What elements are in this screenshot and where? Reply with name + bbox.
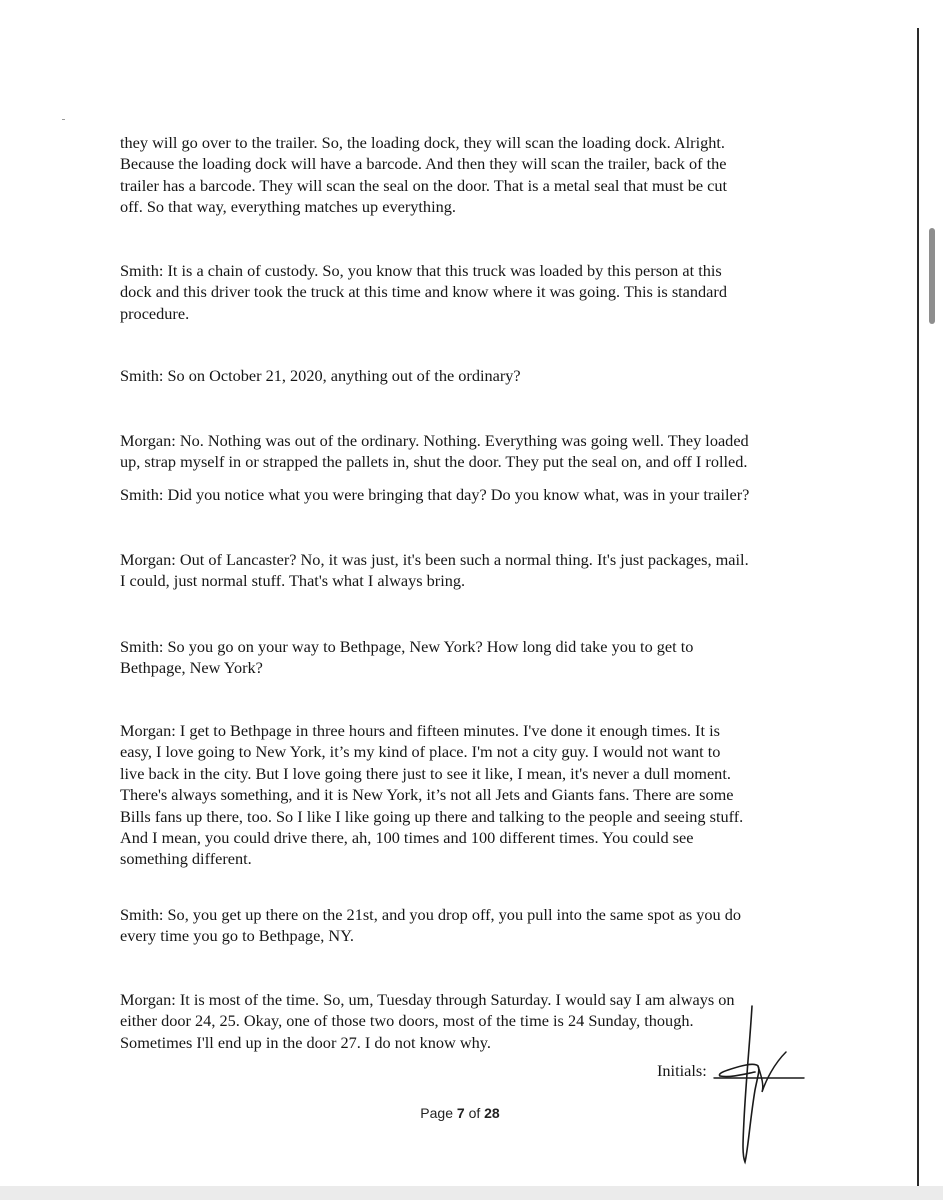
handwritten-signature [700,1000,820,1170]
of-word: of [468,1105,481,1121]
transcript-paragraph-8: Morgan: I get to Bethpage in three hours and fifteen minutes. I've done it enough times. It is easy, I love going to New York, it’s my kind of place. I'm not a city guy. I would not want to live back in the city. But I love going there just to see it like, I mean, it's never a dull moment. There's always something, and it is New York, it’s not all Jets and Giants fans. There are some Bills fans up there, too. So I like I like going up there and talking to the people and seeing stuff. And I mean, you could drive there, ah, 100 times and 100 different times. You could see something different. [120,721,744,869]
transcript-paragraph-7: Smith: So you go on your way to Bethpage, New York? How long did take you to get to Bethpage, New York? [120,637,694,678]
scrollbar-thumb[interactable] [929,228,935,324]
initials-label: Initials: [657,1061,707,1080]
transcript-paragraph-9: Smith: So, you get up there on the 21st, and you drop off, you pull into the same spot as you do every time you go to Bethpage, NY. [120,905,742,946]
total-pages-number: 28 [484,1105,500,1121]
transcript-paragraph-2: Smith: It is a chain of custody. So, you know that this truck was loaded by this person at this dock and this driver took the truck at this time and know where it was going. This is standard procedure. [120,261,727,323]
transcript-paragraph-5: Smith: Did you notice what you were bringing that day? Do you know what, was in your trailer? [120,485,750,504]
transcript-paragraph-6: Morgan: Out of Lancaster? No, it was just, it's been such a normal thing. It's just packages, mail. I could, just normal stuff. That's what I always bring. [120,550,749,591]
transcript-paragraph-3: Smith: So on October 21, 2020, anything out of the ordinary? [120,366,521,385]
page-bottom-edge [0,1186,943,1200]
page-right-border [917,28,919,1188]
transcript-paragraph-4: Morgan: No. Nothing was out of the ordinary. Nothing. Everything was going well. They loaded up, strap myself in or strapped the pallets in, shut the door. They put the seal on, and off I rolled. [120,431,749,472]
page-word: Page [420,1105,453,1121]
stray-mark [62,119,65,120]
transcript-paragraph-10: Morgan: It is most of the time. So, um, Tuesday through Saturday. I would say I am always on either door 24, 25. Okay, one of those two doors, most of the time is 24 Sunday, though. Sometimes I'll end up in the door 27. I do not know why. [120,990,735,1052]
page-number-footer [0,1105,920,1121]
transcript-paragraph-1: they will go over to the trailer. So, the loading dock, they will scan the loading dock. Alright. Because the loading dock will have a barcode. And then they will scan the trailer, back of the trailer has a barcode. They will scan the seal on the door. That is a metal seal that must be cut off. So that way, everything matches up everything. [120,133,728,217]
current-page-number: 7 [456,1105,465,1121]
